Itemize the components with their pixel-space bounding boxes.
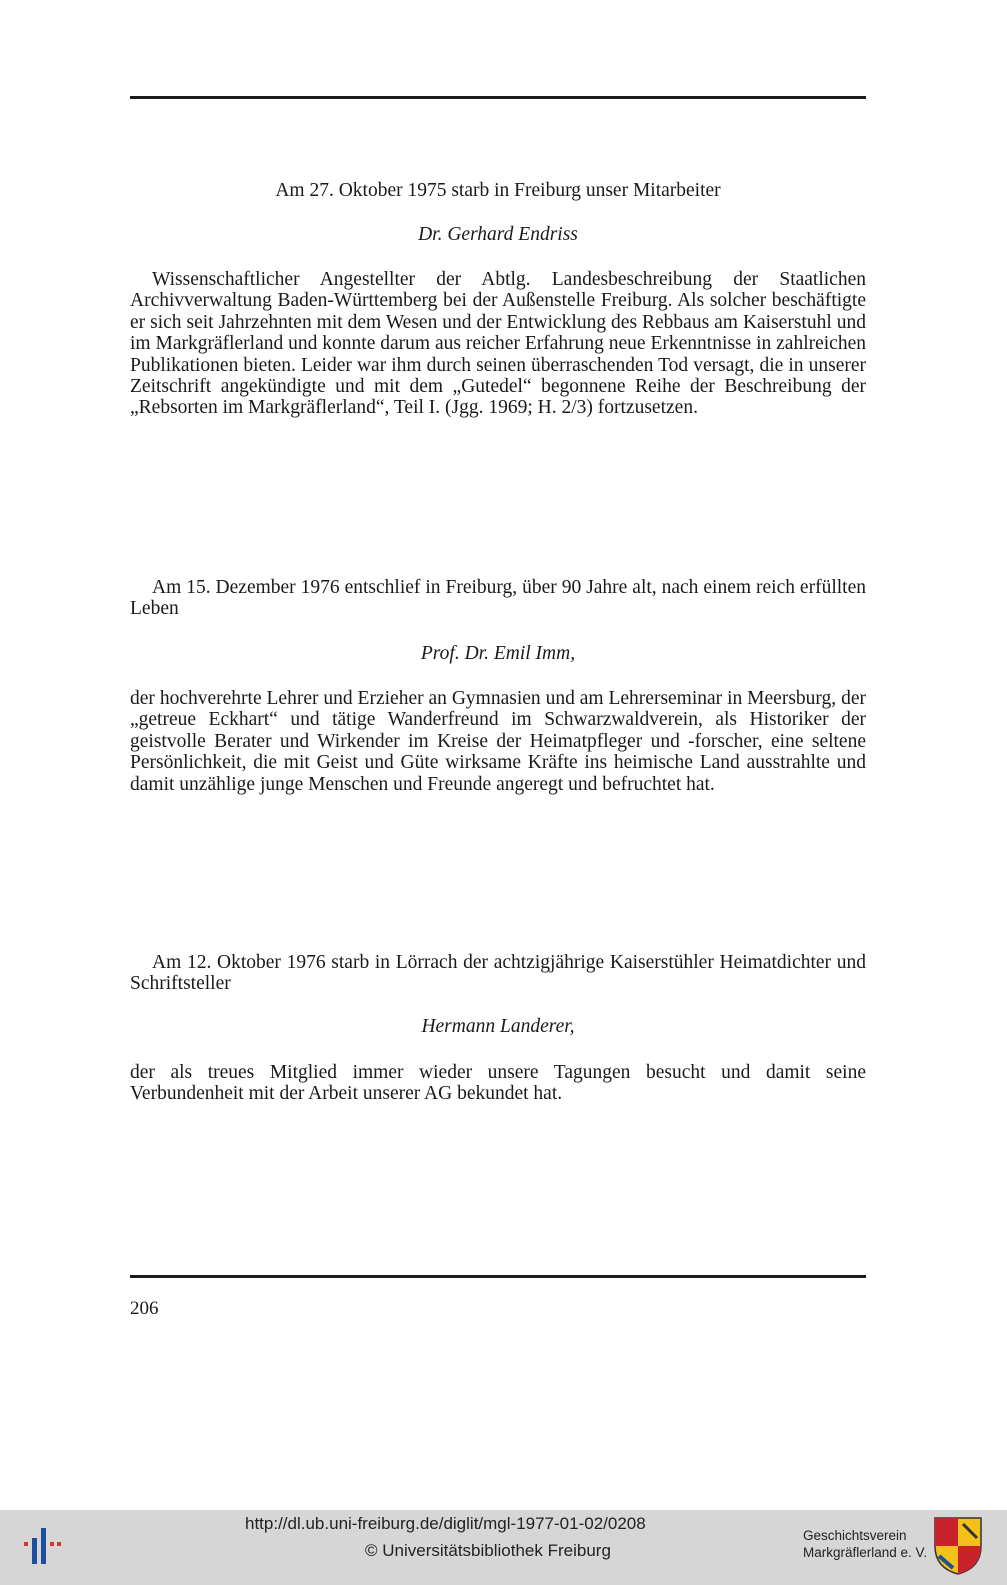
notice-2-body: der hochverehrte Lehrer und Erzieher an Gymnasien und am Lehrerseminar in Meersburg, der „getreue Eckhart“ und tätige Wanderfreund im Schwarzwaldverein, als Historiker der geistvolle Berater und Wirkender im Kreise der Heimatpfleger und -forscher, eine seltene Persönlichkeit, die mit Geist und Güte wirksame Kräfte ins heimische Land ausstrahlte und damit unzählige junge Menschen und Freunde angeregt und befruchtet hat.: [130, 688, 866, 795]
notice-3-name: Hermann Landerer,: [421, 1016, 575, 1037]
society-name-line-2: Markgräflerland e. V.: [803, 1545, 928, 1560]
notice-2-name: Prof. Dr. Emil Imm,: [420, 643, 576, 664]
notice-2-intro: Am 15. Dezember 1976 entschlief in Freiburg, über 90 Jahre alt, nach einem reich erfüllten Leben: [130, 577, 866, 620]
notice-1-body: Wissenschaftlicher Angestellter der Abtlg. Landesbeschreibung der Staatlichen Archivverwaltung Baden-Württemberg bei der Außenstelle Freiburg. Als solcher beschäftigte er sich seit Jahrzehnten mit dem Wesen und der Entwicklung des Rebbaus am Kaiserstuhl und im Markgräflerland und konnte darum aus reicher Erfahrung neue Erkenntnisse in zahlreichen Publikationen bieten. Leider war ihm durch seinen überraschenden Tod versagt, die in unserer Zeitschrift angekündigte und mit dem „Gutedel“ begonnene Reihe der Beschreibung der „Rebsorten im Markgräflerland“, Teil I. (Jgg. 1969; H. 2/3) fortzusetzen.: [130, 269, 866, 419]
notice-1-intro: Am 27. Oktober 1975 starb in Freiburg unser Mitarbeiter: [275, 180, 721, 201]
society-name: [803, 1527, 927, 1561]
footer-copyright: © Universitätsbibliothek Freiburg: [365, 1541, 611, 1560]
coat-of-arms-icon: [933, 1516, 983, 1576]
bottom-rule: [130, 1275, 866, 1278]
footer-url[interactable]: http://dl.ub.uni-freiburg.de/diglit/mgl-1977-01-02/0208: [245, 1514, 646, 1533]
society-name-line-1: Geschichtsverein: [803, 1528, 907, 1543]
notice-1-name: Dr. Gerhard Endriss: [418, 224, 578, 245]
ub-freiburg-logo-icon: [22, 1524, 64, 1566]
notice-3-intro: Am 12. Oktober 1976 starb in Lörrach der achtzigjährige Kaiserstühler Heimatdichter und Schriftsteller: [130, 952, 866, 995]
page-number: 206: [130, 1298, 159, 1319]
notice-3-body: der als treues Mitglied immer wieder unsere Tagungen besucht und damit seine Verbundenheit mit der Arbeit unserer AG bekundet hat.: [130, 1062, 866, 1105]
top-rule: [130, 96, 866, 99]
